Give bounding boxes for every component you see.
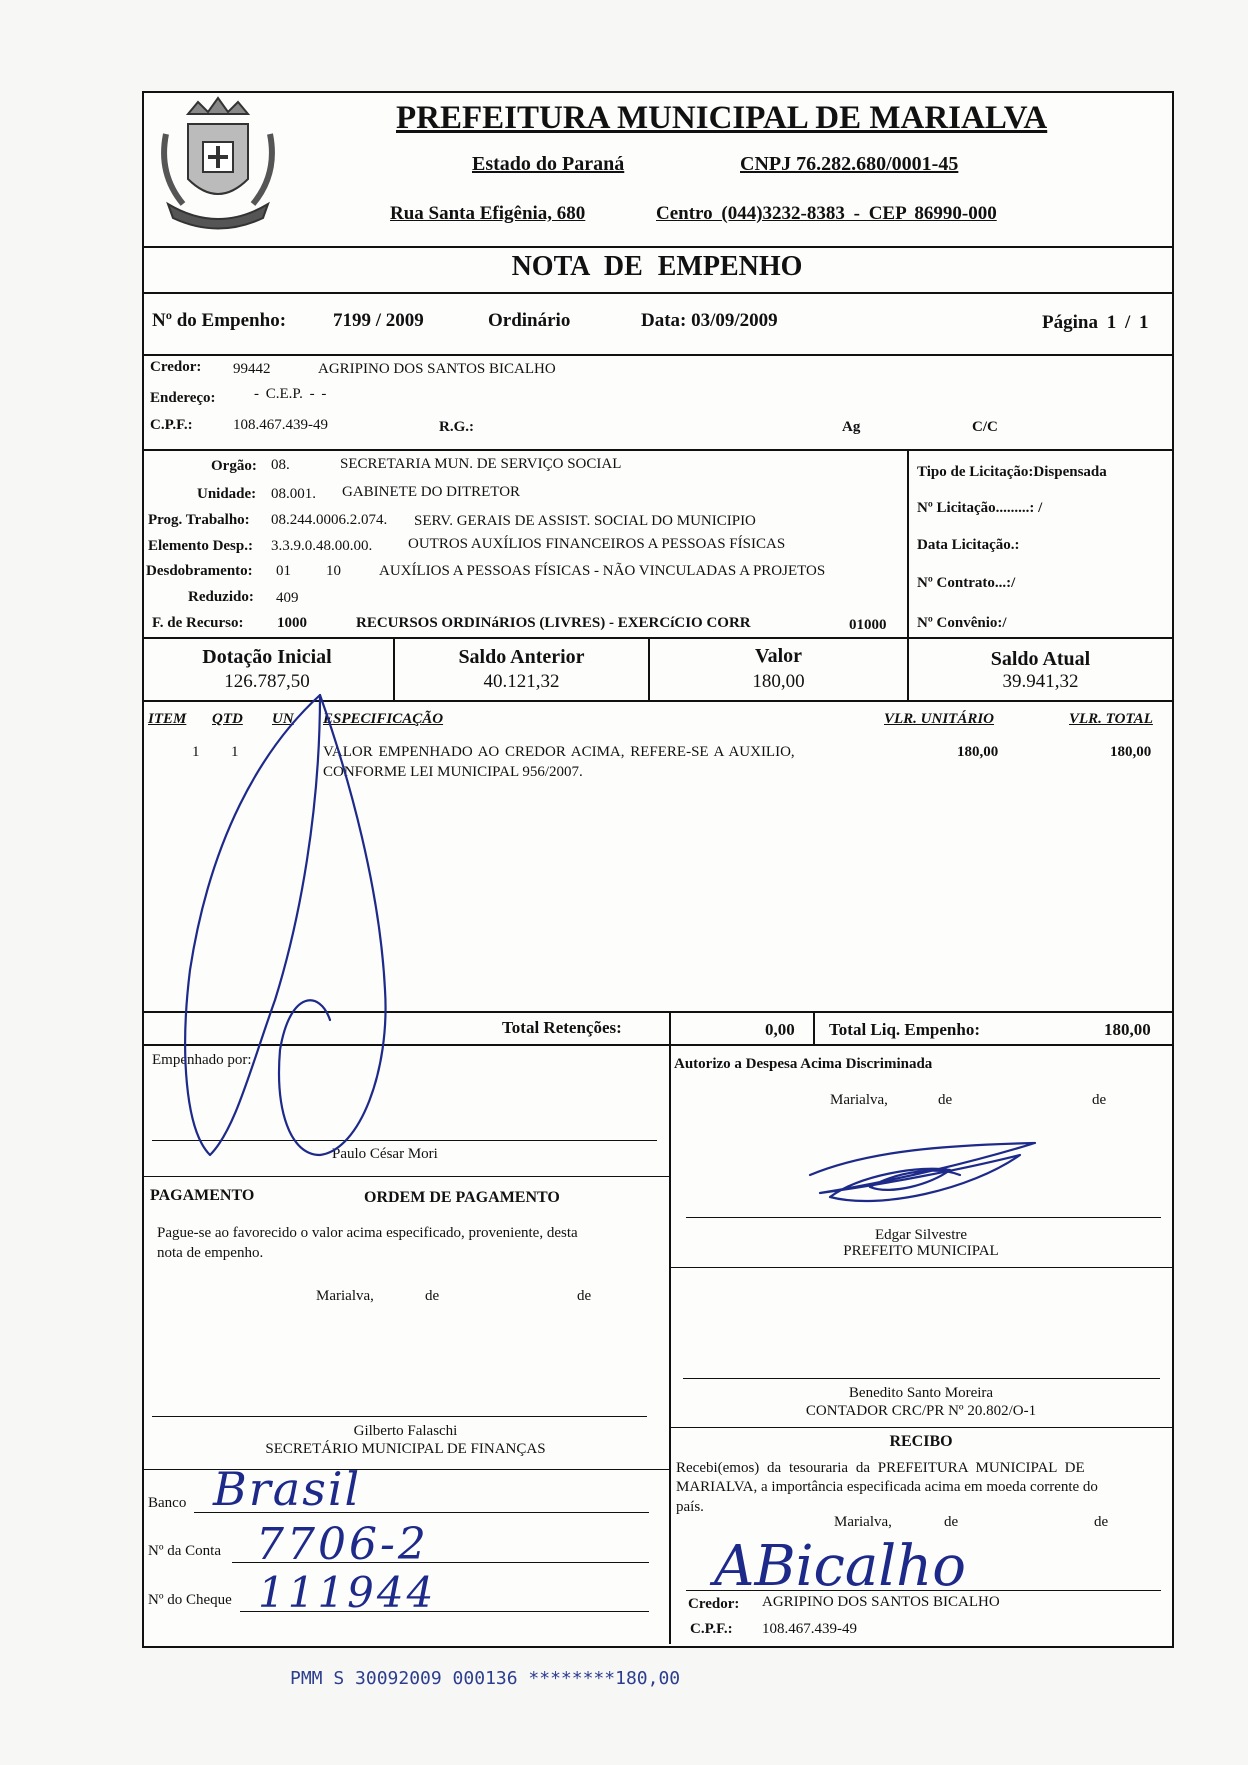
item-espec-line1: VALOR EMPENHADO AO CREDOR ACIMA, REFERE-SE A AUXILIO,	[323, 744, 795, 760]
pagamento-marialva: Marialva,	[316, 1288, 374, 1304]
fonte-recurso-code2: 01000	[849, 617, 887, 633]
prefeito-nome: Edgar Silvestre	[874, 1227, 968, 1243]
ordem-pagamento-title: ORDEM DE PAGAMENTO	[364, 1189, 560, 1206]
recibo-cpf-value: 108.467.439-49	[762, 1621, 857, 1637]
numero-licitacao: Nº Licitação.........: /	[917, 500, 1043, 516]
numero-convenio: Nº Convênio:/	[917, 615, 1007, 631]
empenhado-por-label: Empenhado por:	[152, 1052, 252, 1068]
endereco-credor-label: Endereço:	[150, 390, 216, 406]
recibo-credor-label: Credor:	[688, 1596, 740, 1612]
recibo-cpf-label: C.P.F.:	[690, 1621, 733, 1637]
elemento-desp-label: Elemento Desp.:	[148, 538, 253, 554]
data-licitacao: Data Licitação.:	[917, 537, 1020, 553]
total-retencoes-label: Total Retenções:	[502, 1018, 622, 1037]
col-vlr-total: VLR. TOTAL	[1069, 711, 1153, 727]
elemento-desp-code: 3.3.9.0.48.00.00.	[271, 538, 373, 554]
dotacao-inicial-value: 126.787,50	[224, 671, 310, 692]
desdobramento-desc: AUXÍLIOS A PESSOAS FÍSICAS - NÃO VINCULADAS A PROJETOS	[379, 563, 826, 579]
page-title: PREFEITURA MUNICIPAL DE MARIALVA	[396, 100, 1048, 136]
dotacao-inicial-label: Dotação Inicial	[202, 646, 332, 668]
orgao-desc: SECRETARIA MUN. DE SERVIÇO SOCIAL	[340, 456, 622, 472]
empenho-data: Data: 03/09/2009	[641, 310, 778, 331]
rg-label: R.G.:	[439, 419, 474, 435]
item-number: 1	[192, 744, 200, 760]
autorizo-de-1: de	[938, 1092, 953, 1108]
desdobramento-code2: 10	[326, 563, 341, 579]
estado-label: Estado do Paraná	[472, 153, 625, 175]
pagamento-texto-line2: nota de empenho.	[157, 1245, 264, 1261]
conta-handwritten: 7706-2	[256, 1519, 429, 1570]
autorizo-marialva: Marialva,	[830, 1092, 888, 1108]
item-qtd: 1	[231, 744, 239, 760]
item-espec-line2: CONFORME LEI MUNICIPAL 956/2007.	[323, 764, 583, 780]
prefeito-cargo: PREFEITO MUNICIPAL	[843, 1243, 999, 1259]
unidade-label: Unidade:	[197, 486, 257, 502]
recibo-de-1: de	[944, 1514, 959, 1530]
contador-nome: Benedito Santo Moreira	[848, 1385, 994, 1401]
empenho-tipo: Ordinário	[488, 310, 571, 331]
page-number: Página 1 / 1	[1042, 312, 1149, 333]
col-un: UN	[272, 711, 294, 727]
valor-value: 180,00	[752, 671, 805, 692]
fonte-recurso-code: 1000	[277, 615, 307, 631]
secretario-nome: Gilberto Falaschi	[353, 1423, 458, 1439]
item-vlr-unitario: 180,00	[957, 744, 999, 760]
recibo-texto-line1: Recebi(emos) da tesouraria da PREFEITURA MUNICIPAL DE	[676, 1460, 1085, 1476]
contato-label: Centro (044)3232-8383 - CEP 86990-000	[656, 203, 997, 224]
recibo-credor-name: AGRIPINO DOS SANTOS BICALHO	[762, 1594, 1000, 1610]
cheque-label: Nº do Cheque	[148, 1592, 232, 1608]
cnpj-label: CNPJ 76.282.680/0001-45	[740, 153, 959, 175]
cpf-value: 108.467.439-49	[233, 417, 328, 433]
credor-code: 99442	[233, 361, 271, 377]
empenho-number: 7199 / 2009	[333, 310, 424, 331]
fonte-recurso-label: F. de Recurso:	[152, 615, 244, 631]
prog-trabalho-desc: SERV. GERAIS DE ASSIST. SOCIAL DO MUNICIPIO	[414, 513, 756, 529]
endereco-credor-value: - C.E.P. - -	[254, 386, 327, 402]
endereco-label: Rua Santa Efigênia, 680	[390, 203, 586, 224]
fonte-recurso-desc: RECURSOS ORDINáRIOS (LIVRES) - EXERCíCIO CORR	[356, 615, 751, 631]
pagamento-de-2: de	[577, 1288, 592, 1304]
autorizo-label: Autorizo a Despesa Acima Discriminada	[674, 1056, 933, 1072]
cpf-label: C.P.F.:	[150, 417, 193, 433]
cheque-handwritten: 111944	[258, 1568, 437, 1617]
contador-cargo: CONTADOR CRC/PR Nº 20.802/O-1	[805, 1403, 1037, 1419]
prefeito-signature	[800, 1135, 1050, 1215]
tipo-licitacao: Tipo de Licitação:Dispensada	[917, 464, 1107, 480]
col-especificacao: ESPECIFICAÇÃO	[323, 711, 444, 727]
item-vlr-total: 180,00	[1110, 744, 1152, 760]
autorizo-de-2: de	[1092, 1092, 1107, 1108]
pagamento-de-1: de	[425, 1288, 440, 1304]
saldo-anterior-value: 40.121,32	[483, 671, 560, 692]
conta-label: Nº da Conta	[148, 1543, 221, 1559]
recibo-signature: ABicalho	[714, 1534, 966, 1599]
document-title: NOTA DE EMPENHO	[511, 251, 803, 282]
saldo-atual-label: Saldo Atual	[990, 648, 1091, 670]
col-vlr-unitario: VLR. UNITÁRIO	[884, 711, 995, 727]
desdobramento-label: Desdobramento:	[146, 563, 253, 579]
elemento-desp-desc: OUTROS AUXÍLIOS FINANCEIROS A PESSOAS FÍSICAS	[408, 536, 786, 552]
reduzido-value: 409	[276, 590, 299, 606]
unidade-code: 08.001.	[271, 486, 316, 502]
secretario-cargo: SECRETÁRIO MUNICIPAL DE FINANÇAS	[265, 1441, 546, 1457]
total-liq-value: 180,00	[1104, 1020, 1151, 1039]
orgao-code: 08.	[271, 457, 290, 473]
prog-trabalho-code: 08.244.0006.2.074.	[271, 512, 388, 528]
pagamento-texto-line1: Pague-se ao favorecido o valor acima especificado, proveniente, desta	[157, 1225, 578, 1241]
empenhado-signature-mark	[180, 690, 420, 1170]
coat-of-arms-logo	[148, 94, 288, 242]
prog-trabalho-label: Prog. Trabalho:	[148, 512, 250, 528]
recibo-title: RECIBO	[889, 1433, 953, 1450]
footer-stamp: PMM S 30092009 000136 ********180,00	[290, 1668, 681, 1689]
empenhado-nome: Paulo César Mori	[332, 1146, 438, 1162]
credor-name: AGRIPINO DOS SANTOS BICALHO	[318, 361, 556, 377]
total-retencoes-value: 0,00	[765, 1020, 795, 1039]
recibo-texto-line2: MARIALVA, a importância especificada acima em moeda corrente do	[676, 1479, 1098, 1495]
agencia-label: Ag	[842, 419, 861, 435]
credor-label: Credor:	[150, 359, 202, 375]
conta-corrente-label: C/C	[972, 419, 998, 435]
col-qtd: QTD	[212, 711, 243, 727]
recibo-texto-line3: país.	[676, 1499, 704, 1515]
orgao-label: Orgão:	[211, 458, 257, 474]
desdobramento-code1: 01	[276, 563, 291, 579]
empenho-number-label: Nº do Empenho:	[152, 310, 287, 331]
numero-contrato: Nº Contrato...:/	[917, 575, 1016, 591]
pagamento-title: PAGAMENTO	[150, 1187, 255, 1204]
recibo-marialva: Marialva,	[834, 1514, 892, 1530]
total-liq-label: Total Liq. Empenho:	[829, 1020, 980, 1039]
col-item: ITEM	[148, 711, 187, 727]
saldo-atual-value: 39.941,32	[1002, 671, 1079, 692]
recibo-de-2: de	[1094, 1514, 1109, 1530]
banco-handwritten: Brasil	[213, 1462, 362, 1516]
saldo-anterior-label: Saldo Anterior	[458, 646, 585, 668]
reduzido-label: Reduzido:	[188, 589, 254, 605]
valor-label: Valor	[754, 645, 803, 667]
banco-label: Banco	[148, 1495, 187, 1511]
unidade-desc: GABINETE DO DITRETOR	[342, 484, 521, 500]
